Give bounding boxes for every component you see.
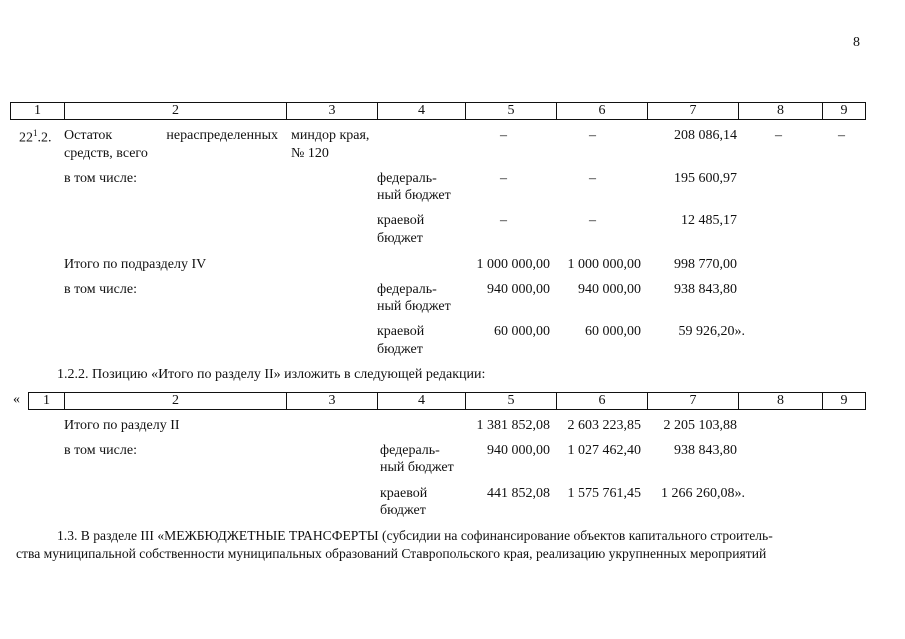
table1-header-col-9: 9 <box>822 103 865 119</box>
table2-header-row <box>28 392 866 410</box>
reg-budget-label-line1: краевой <box>380 486 428 501</box>
fed-col6: 940 000,00 <box>578 282 641 297</box>
fed-col6: 1 027 462,40 <box>567 443 641 458</box>
table1-header-col-8: 8 <box>738 103 822 119</box>
subsection-total-col7: 998 770,00 <box>674 257 737 272</box>
paragraph-1-3-line2: ства муниципальной собственности муниципальных образований Ставропольского края, реализацию укрупненных мероприятий <box>16 546 767 561</box>
fed-col7: 938 843,80 <box>674 282 737 297</box>
reg-budget-label-line1: краевой <box>377 324 425 339</box>
reg-budget-label-line2: бюджет <box>377 342 423 357</box>
table1-header-col-7: 7 <box>647 103 738 119</box>
fed-budget-label-line2: ный бюджет <box>380 460 454 475</box>
fed-col6: – <box>589 171 596 186</box>
reg-col5: – <box>500 213 507 228</box>
row-name-line2: средств, всего <box>64 146 148 161</box>
subsection-total-col6: 1 000 000,00 <box>567 257 641 272</box>
fed-budget-label-line1: федераль- <box>377 282 437 297</box>
section-total-col5: 1 381 852,08 <box>476 418 550 433</box>
section-total-col6: 2 603 223,85 <box>567 418 641 433</box>
row-col8: – <box>775 128 782 143</box>
reg-col6: 1 575 761,45 <box>567 486 641 501</box>
open-quote: « <box>13 392 20 407</box>
reg-col5: 441 852,08 <box>487 486 550 501</box>
reg-budget-label-line1: краевой <box>377 213 425 228</box>
fed-col5: – <box>500 171 507 186</box>
table2-header-col-2: 2 <box>64 393 286 409</box>
reg-col5: 60 000,00 <box>494 324 550 339</box>
table1-header-col-2: 2 <box>64 103 286 119</box>
fed-budget-label-line1: федераль- <box>377 171 437 186</box>
fed-budget-label-line2: ный бюджет <box>377 188 451 203</box>
row-col3-line2: № 120 <box>291 146 329 161</box>
table2-header-col-8: 8 <box>738 393 822 409</box>
incl-label: в том числе: <box>64 443 137 458</box>
paragraph-1-3-line1: 1.3. В разделе III «МЕЖБЮДЖЕТНЫЕ ТРАНСФЕРТЫ (субсидии на софинансирование объектов капитального строитель- <box>57 528 773 543</box>
fed-col5: 940 000,00 <box>487 443 550 458</box>
reg-col7: 12 485,17 <box>681 213 737 228</box>
subsection-total-col5: 1 000 000,00 <box>476 257 550 272</box>
row-number: $22^1.2$. <box>19 128 52 146</box>
page-number: 8 <box>853 35 860 50</box>
fed-budget-label-line1: федераль- <box>380 443 440 458</box>
table2-header-col-3: 3 <box>286 393 377 409</box>
table2-header-col-9: 9 <box>822 393 865 409</box>
reg-col7: 59 926,20». <box>678 324 745 339</box>
row-col5: – <box>500 128 507 143</box>
table1-header-col-6: 6 <box>556 103 647 119</box>
fed-col5: 940 000,00 <box>487 282 550 297</box>
fed-col7: 195 600,97 <box>674 171 737 186</box>
fed-budget-label-line2: ный бюджет <box>377 299 451 314</box>
section-total-label: Итого по разделу II <box>64 418 180 433</box>
table2-header-col-5: 5 <box>465 393 556 409</box>
row-col6: – <box>589 128 596 143</box>
table1-header-col-4: 4 <box>377 103 465 119</box>
reg-budget-label-line2: бюджет <box>380 503 426 518</box>
row-name-line1: Остаток нераспределенных <box>64 128 278 143</box>
subsection-total-label: Итого по подразделу IV <box>64 257 207 272</box>
table1-header-row <box>10 102 866 120</box>
table2-header-col-4: 4 <box>377 393 465 409</box>
reg-col6: – <box>589 213 596 228</box>
paragraph-1-2-2: 1.2.2. Позицию «Итого по разделу II» изложить в следующей редакции: <box>57 367 486 382</box>
row-col3-line1: миндор края, <box>291 128 370 143</box>
incl-label: в том числе: <box>64 282 137 297</box>
table1-header-col-5: 5 <box>465 103 556 119</box>
table2-header-col-1: 1 <box>43 393 50 408</box>
reg-budget-label-line2: бюджет <box>377 231 423 246</box>
table2-header-col-7: 7 <box>647 393 738 409</box>
fed-col7: 938 843,80 <box>674 443 737 458</box>
table1-header-col-3: 3 <box>286 103 377 119</box>
reg-col7: 1 266 260,08». <box>661 486 745 501</box>
row-col7: 208 086,14 <box>674 128 737 143</box>
reg-col6: 60 000,00 <box>585 324 641 339</box>
table2-header-col-6: 6 <box>556 393 647 409</box>
section-total-col7: 2 205 103,88 <box>663 418 737 433</box>
table1-header-col-1: 1 <box>34 103 41 118</box>
incl-label: в том числе: <box>64 171 137 186</box>
row-col9: – <box>838 128 845 143</box>
